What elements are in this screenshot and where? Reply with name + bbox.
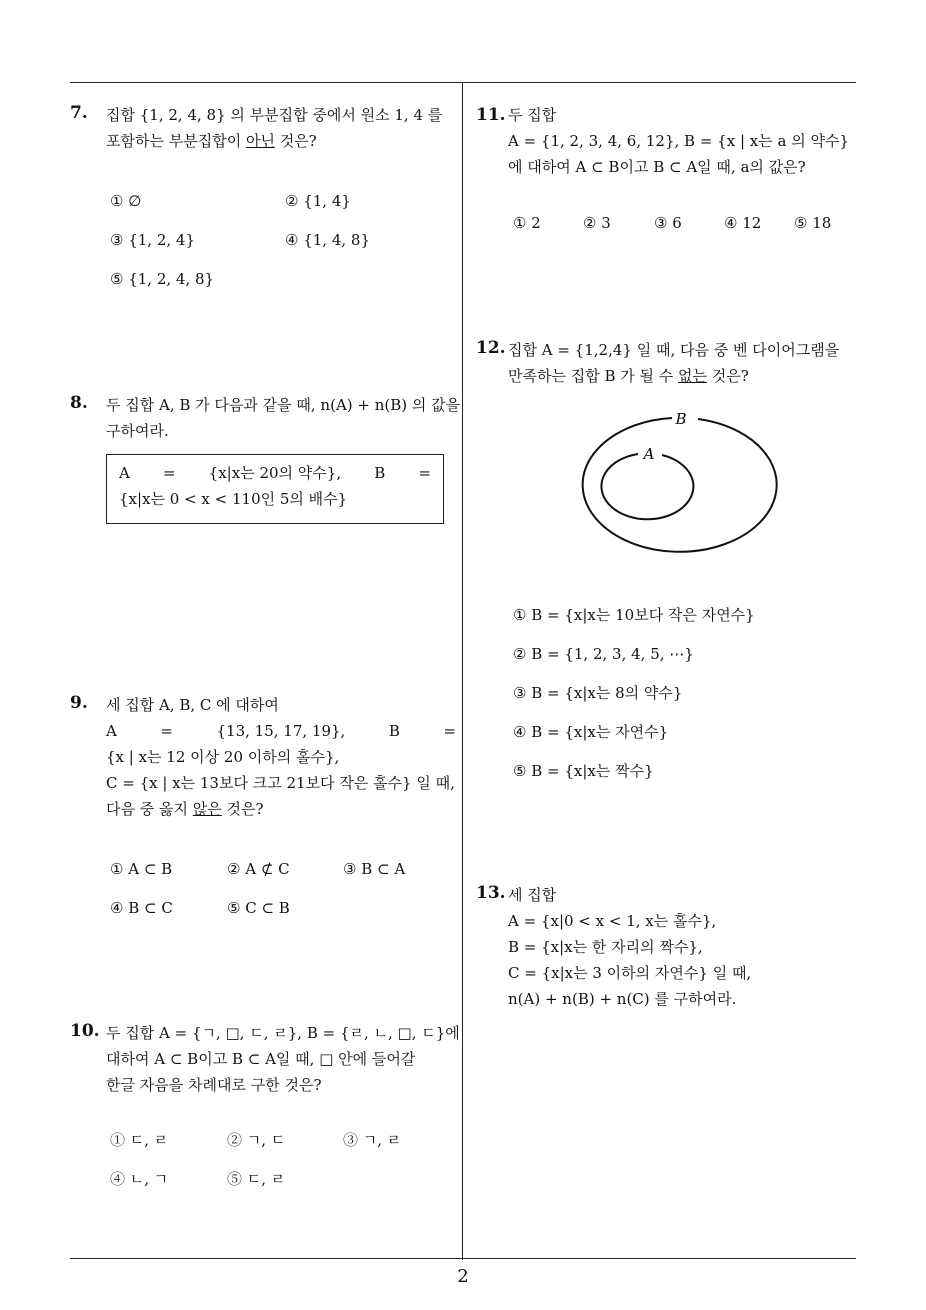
answer-option[interactable]: ⑤ C ⊂ B [227, 899, 290, 917]
venn-set-b-ellipse [583, 418, 777, 552]
answer-option[interactable]: ① B = {x|x는 10보다 작은 자연수} [513, 606, 755, 624]
answer-option[interactable]: ① ㄷ, ㄹ [110, 1131, 169, 1149]
venn-label-b: B [675, 410, 687, 428]
answer-option[interactable]: ⑤ 18 [794, 214, 832, 232]
question-12-text [508, 337, 858, 389]
venn-label-a: A [643, 445, 655, 463]
box-line: {x|x는 0 < x < 110인 5의 배수} [119, 490, 348, 508]
answer-option[interactable]: ② B = {1, 2, 3, 4, 5, ⋯} [513, 645, 694, 663]
question-line: C = {x | x는 13보다 크고 21보다 작은 홀수} 일 때, [106, 774, 455, 792]
question-number: 9. [70, 693, 88, 713]
condition-box [106, 454, 444, 524]
question-11-text [508, 102, 858, 180]
venn-diagram [580, 406, 780, 556]
answer-option[interactable]: ① A ⊂ B [110, 860, 173, 878]
question-line: 두 집합 [508, 106, 557, 124]
answer-option[interactable]: ⑤ {1, 2, 4, 8} [110, 270, 215, 288]
question-line: {x | x는 12 이상 20 이하의 홀수}, [106, 748, 340, 766]
answer-option[interactable]: ② 3 [583, 214, 611, 232]
question-13-text [508, 882, 858, 1012]
question-line: C = {x|x는 3 이하의 자연수} 일 때, [508, 964, 752, 982]
answer-option[interactable]: ⑤ B = {x|x는 짝수} [513, 762, 654, 780]
question-line: 두 집합 A, B 가 다음과 같을 때, n(A) + n(B) 의 값을 [106, 396, 461, 414]
emphasis-underline: 아닌 [245, 132, 275, 150]
answer-option[interactable]: ④ ㄴ, ㄱ [110, 1170, 169, 1188]
question-10-text [106, 1020, 460, 1098]
answer-option[interactable]: ① ∅ [110, 192, 142, 210]
question-7-text [106, 102, 456, 154]
question-line: 세 집합 [508, 886, 557, 904]
answer-option[interactable]: ④ {1, 4, 8} [285, 231, 371, 249]
question-line: A = {1, 2, 3, 4, 6, 12}, B = {x | x는 a 의 약수} [508, 132, 849, 150]
question-line: 한글 자음을 차례대로 구한 것은? [106, 1076, 322, 1094]
answer-option[interactable]: ② {1, 4} [285, 192, 351, 210]
venn-set-a-ellipse [601, 454, 693, 519]
top-rule [70, 82, 856, 83]
answer-option[interactable]: ③ {1, 2, 4} [110, 231, 196, 249]
question-line: 두 집합 A = {ㄱ, □, ㄷ, ㄹ}, B = {ㄹ, ㄴ, □, ㄷ}에 [106, 1024, 460, 1042]
question-number: 7. [70, 103, 88, 123]
question-line: n(A) + n(B) + n(C) 를 구하여라. [508, 990, 737, 1008]
question-line: 다음 중 옳지 않은 것은? [106, 800, 264, 818]
question-9-text [106, 692, 456, 822]
answer-option[interactable]: ② A ⊄ C [227, 860, 290, 878]
question-line: 포함하는 부분집합이 아닌 것은? [106, 132, 317, 150]
answer-option[interactable]: ③ B ⊂ A [343, 860, 406, 878]
question-line: A = {13, 15, 17, 19}, B = [106, 722, 456, 740]
question-number: 10. [70, 1021, 100, 1041]
question-line: 만족하는 집합 B 가 될 수 없는 것은? [508, 367, 749, 385]
question-line: 집합 A = {1,2,4} 일 때, 다음 중 벤 다이어그램을 [508, 341, 840, 359]
answer-option[interactable]: ③ B = {x|x는 8의 약수} [513, 684, 683, 702]
question-line: 구하여라. [106, 422, 169, 440]
box-line: A = {x|x는 20의 약수}, B = [119, 464, 431, 482]
page-number: 2 [457, 1266, 469, 1287]
answer-option[interactable]: ③ ㄱ, ㄹ [343, 1131, 402, 1149]
question-line: A = {x|0 < x < 1, x는 홀수}, [508, 912, 717, 930]
answer-option[interactable]: ④ 12 [724, 214, 762, 232]
answer-option[interactable]: ① 2 [513, 214, 541, 232]
answer-option[interactable]: ④ B = {x|x는 자연수} [513, 723, 669, 741]
emphasis-underline: 않은 [192, 800, 222, 818]
emphasis-underline: 없는 [678, 367, 708, 385]
question-number: 12. [476, 338, 506, 358]
column-divider [462, 82, 463, 1260]
answer-option[interactable]: ④ B ⊂ C [110, 899, 173, 917]
question-8-text [106, 392, 461, 444]
answer-option[interactable]: ② ㄱ, ㄷ [227, 1131, 286, 1149]
question-line: B = {x|x는 한 자리의 짝수}, [508, 938, 703, 956]
question-number: 11. [476, 105, 506, 125]
question-line: 에 대하여 A ⊂ B이고 B ⊂ A일 때, a의 값은? [508, 158, 806, 176]
question-number: 13. [476, 883, 506, 903]
answer-option[interactable]: ③ 6 [654, 214, 682, 232]
bottom-rule [70, 1258, 856, 1259]
answer-option[interactable]: ⑤ ㄷ, ㄹ [227, 1170, 286, 1188]
question-line: 집합 {1, 2, 4, 8} 의 부분집합 중에서 원소 1, 4 를 [106, 106, 443, 124]
question-line: 세 집합 A, B, C 에 대하여 [106, 696, 279, 714]
question-line: 대하여 A ⊂ B이고 B ⊂ A일 때, □ 안에 들어갈 [106, 1050, 416, 1068]
question-number: 8. [70, 393, 88, 413]
